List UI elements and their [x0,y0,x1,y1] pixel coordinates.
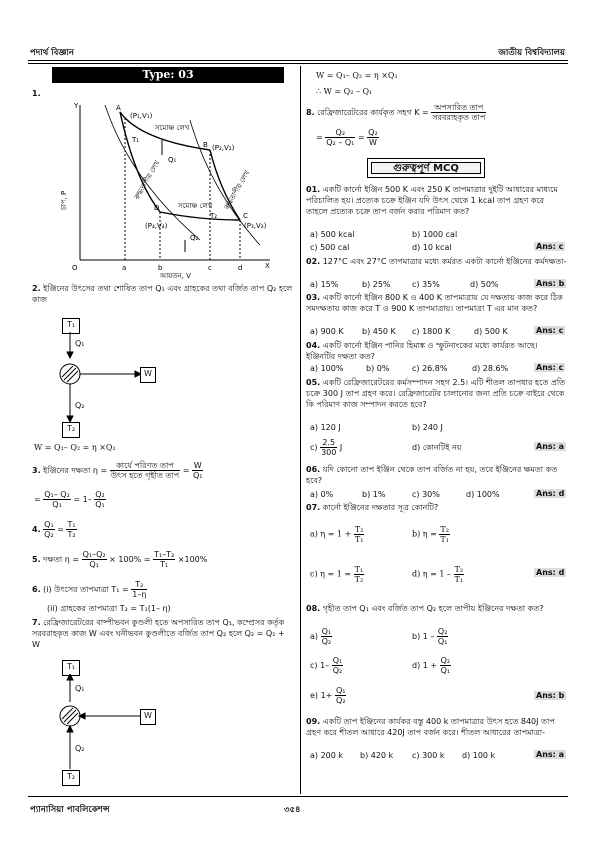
mcq-01-opt-b: b) 1000 cal [412,230,458,239]
d2-q1-label: Q₁ [75,684,85,693]
mcq-02-opt-a: a) 15% [310,280,339,289]
q3b-block: = $\frac{\text{Q₁– Q₂}}{\text{Q₁}}$ = 1– $\frac{\text{Q₂}}{\text{Q₁}}$ [34,490,105,509]
mcq-07-question: 07. কার্নো ইঞ্জিনের দক্ষতার সূত্র কোনটি? [306,503,439,512]
mcq-heading-box [367,158,485,178]
label-X: X [265,262,270,270]
label-Q1: Q₁ [168,156,177,164]
mcq-03-opt-b: b) 450 K [362,327,396,336]
mcq-03-opt-d: d) 500 K [474,327,508,336]
column-separator [300,66,301,794]
mcq-02-opt-d: d) 50% [470,280,499,289]
mcq-06-question: 06. যদি কোনো তাপ ইঞ্জিন থেকে তাপ বর্জিত না হয়, তবে ইঞ্জিনের ক্ষমতা কত হবে? [306,465,558,485]
mcq-05-opt-b: b) 240 J [412,423,443,432]
subject-header: পদার্থ বিজ্ঞান [30,48,75,58]
mcq-06-opt-d: d) 100% [466,490,500,499]
mcq-03-opt-c: c) 1800 K [412,327,451,336]
label-T1: T₁ [132,136,140,144]
mcq-09-question: 09. একটি তাপ ইঞ্জিনের কার্যকর বস্তু 400 k তাপমাত্রার উৎস হতে 840J তাপ গ্রহণ করে শীতল আধারে 420J তাপ বর্জন করে। শীতল আধারের তাপমাত্রা- [306,717,555,737]
q3-block: 3. ইঞ্জিনের দক্ষতা η = $\frac{\text{কার্যে পরিণত তাপ}}{\text{উৎস হতে গৃহীত তাপ}}$ = $\frac{W}{\text{Q₁}}$ [32,461,203,480]
q4-block: 4. $\frac{\text{Q₁}}{\text{Q₂}}$ = $\frac{\text{T₁}}{\text{T₂}}$ [32,520,76,539]
label-O: O [72,264,78,272]
q8-block: 8. রেফ্রিজারেটরের কার্যকৃত সহগ K = $\frac{\text{অপসারিত তাপ}}{\text{সরবরাহকৃত তাপ}}$ [306,103,486,122]
mcq-07-opt-a: a) η = 1 + $\frac{\text{T₂}}{\text{T₁}}$ [310,525,364,544]
mcq-08-opt-d: d) 1 + $\frac{\text{Q₂}}{\text{Q₁}}$ [412,656,451,675]
d1-q2-label: Q₂ [75,401,85,410]
q5-block: 5. দক্ষতা η = $\frac{\text{Q₁–Q₂}}{\text{Q₁}}$ × 100% = $\frac{\text{T₁–T₂}}{\text{T₁}}$ ×100% [32,550,208,569]
label-Q2: Q₂ [190,234,199,242]
mcq-06-opt-c: c) 30% [412,490,440,499]
mcq-01-opt-d: d) 10 kcal [412,243,452,252]
mcq-03-opt-a: a) 900 K [310,327,344,336]
mcq-05-answer: Ans: a [536,442,565,451]
header-rule [28,60,568,61]
mcq-08-opt-a: a) $\frac{\text{Q₁}}{\text{Q₂}}$ [310,627,332,646]
mcq-04-opt-b: b) 0% [366,364,390,373]
mcq-06-answer: Ans: d [536,489,565,498]
header-rule-thin [28,63,568,64]
q6-block: 6. (i) উৎসের তাপমাত্রা T₁ = $\frac{\text{T₂}}{1-\eta}$ [32,580,147,599]
left-eq-w: W = Q₁– Q₂ = η ×Q₁ [34,443,116,452]
label-p2v2: (P₂,V₂) [212,144,235,152]
label-adiabatic-right: রুদ্ধতাপীয় লেখ [222,169,252,211]
label-a: a [122,264,127,272]
right-eq-2: ∴ W = Q₂ – Q₁ [316,87,373,96]
y-axis-label: চাপ, P [60,190,68,210]
d2-w-box: W [140,709,156,725]
q7-block: 7. রেফ্রিজারেটরের বাষ্পীভবন কুণ্ডলী হতে অপসারিত তাপ Q₁, কম্প্রেসর কর্তৃক সরবরাহকৃত কাজ W এবং ঘনীভবন কুণ্ডলীতে বর্জিত তাপ Q₂ হলে Q₂ = Q₁ + W [32,618,285,649]
mcq-06-opt-a: a) 0% [310,490,334,499]
mcq-02-opt-b: b) 25% [362,280,391,289]
mcq-05-question: 05. একটি রেফ্রিজারেটরের কর্মসম্পাদন সহগ 2.5। এটি শীতল তাপধার হতে প্রতি চক্রে 300 J তাপ গ্রহণ করে। রেফ্রিজারেটর চালানোর জন্য প্রতি চক্রে বাইরে থেকে কি পরিমাণ কাজ সম্পাদন করতে হবে? [306,378,566,409]
label-c: c [208,264,212,272]
label-Y: Y [74,102,79,110]
q2-block: 2. ইঞ্জিনের উৎসের তথা শোষিত তাপ Q₁ এবং গ্রাহকের তথা বর্জিত তাপ Q₂ হলে কাজ [32,284,293,304]
mcq-08-opt-e: e) 1+ $\frac{\text{Q₁}}{\text{Q₂}}$ [310,686,346,705]
mcq-04-opt-c: c) 26.8% [412,364,448,373]
right-eq-1: W = Q₁– Q₂ = η ×Q₁ [316,71,398,80]
footer-rule [28,796,568,797]
label-C: C [243,212,248,220]
mcq-09-opt-b: b) 420 k [360,751,394,760]
label-D: D [154,204,160,212]
mcq-09-opt-a: a) 200 k [310,751,344,760]
label-iso-bottom: সমোষ্ণ লেখ [178,202,213,210]
d2-q2-label: Q₂ [75,744,85,753]
d2-t1-box: T₁ [62,660,80,676]
mcq-05-opt-d: d) কোনটিই নয় [412,443,462,452]
mcq-02-opt-c: c) 35% [412,280,440,289]
page-number: ৩৫৪ [284,805,301,815]
mcq-01-answer: Ans: c [536,242,564,251]
x-axis-label: আয়তন, V [160,272,191,280]
q1-number: 1. [32,89,41,98]
mcq-07-answer: Ans: d [536,568,565,577]
mcq-heading: গুরুত্বপূর্ণ MCQ [371,162,481,174]
carnot-pv-diagram [60,100,280,280]
label-iso-top: সমোষ্ণ লেখ [155,124,190,132]
label-p4v4: (P₄,V₄) [145,222,168,230]
mcq-04-opt-d: d) 28.6% [472,364,509,373]
mcq-07-opt-d: d) η = 1 – $\frac{\text{T₂}}{\text{T₁}}$ [412,565,464,584]
mcq-02-question: 02. 127°C এবং 27°C তাপমাত্রার মধ্যে কর্মরত একটা কার্নো ইঞ্জিনের কর্মদক্ষতা- [306,257,567,266]
label-p3v3: (P₃,V₃) [244,222,267,230]
d1-t1-box: T₁ [62,318,80,334]
mcq-08-question: 08. গৃহীত তাপ Q₁ এবং বর্জিত তাপ Q₂ হলে তাপীয় ইঞ্জিনের দক্ষতা কত? [306,604,544,613]
mcq-08-opt-b: b) 1 – $\frac{\text{Q₂}}{\text{Q₁}}$ [412,627,448,646]
mcq-09-answer: Ans: a [536,750,565,759]
mcq-08-opt-c: c) 1– $\frac{\text{Q₁}}{\text{Q₂}}$ [310,656,343,675]
mcq-06-opt-b: b) 1% [362,490,386,499]
mcq-01-question: 01. একটি কার্নো ইঞ্জিন 500 K এবং 250 K তাপমাত্রার দুইটি আধারের মাধ্যমে পরিচালিত হয়। প্রত্যেক চক্রে ইঞ্জিন যদি উৎস থেকে 1 kcal তাপ গ্রহণ করে তাহলে প্রত্যেক চক্রে তাপ বর্জন করার পরিমাণ কত? [306,185,558,216]
mcq-04-question: 04. একটি কার্নো ইঞ্জিন পানির হিমাঙ্ক ও স্ফুটনাংকের মধ্যে কার্যরত আছে। ইঞ্জিনটির দক্ষতা কত? [306,341,538,361]
mcq-04-opt-a: a) 100% [310,364,344,373]
d1-w-box: W [140,367,156,383]
label-b: b [158,264,163,272]
mcq-09-opt-c: c) 300 k [412,751,445,760]
label-adiabatic-left: রুদ্ধতাপীয় লেখ [132,159,162,201]
mcq-04-answer: Ans: c [536,363,564,372]
mcq-07-opt-b: b) η = $\frac{\text{T₂}}{\text{T₁}}$ [412,525,449,544]
mcq-02-answer: Ans: b [536,279,565,288]
d1-t2-box: T₂ [62,422,80,438]
mcq-05-opt-a: a) 120 J [310,423,341,432]
type-title: Type: 03 [52,67,284,83]
mcq-08-answer: Ans: b [536,691,565,700]
label-d: d [238,264,243,272]
mcq-03-answer: Ans: c [536,326,564,335]
d1-q1-label: Q₁ [75,339,85,348]
label-A: A [116,104,121,112]
mcq-01-opt-c: c) 500 cal [310,243,350,252]
mcq-07-opt-c: c) η = 1 = $\frac{\text{T₁}}{\text{T₂}}$ [310,565,364,584]
mcq-01-opt-a: a) 500 kcal [310,230,355,239]
d2-t2-box: T₂ [62,770,80,786]
q6b-line: (ii) গ্রাহকের তাপমাত্রা T₂ = T₁(1– η) [47,604,171,613]
label-p1v1: (P₁,V₁) [130,112,153,120]
label-B: B [203,141,208,149]
q8b-block: = $\frac{\text{Q₂}}{\text{Q₂ – Q₁}}$ = $\frac{\text{Q₂}}{W}$ [316,128,378,147]
publisher-footer: প্যানাসিয়া পাবলিকেশন্স [30,805,110,815]
mcq-09-opt-d: d) 100 k [462,751,496,760]
label-T2: T₂ [210,212,218,220]
mcq-05-opt-c: c) $\frac{2.5}{300}$ J [310,438,343,457]
university-header: জাতীয় বিশ্ববিদ্যালয় [498,48,565,58]
mcq-03-question: 03. একটি কার্নো ইঞ্জিন 800 K ও 400 K তাপমাত্রায় যে দক্ষতায় কাজ করে ঠিক সমদক্ষতায় কাজ করে T ও 900 K তাপমাত্রায়। তাপমাত্রা T এর মান কত? [306,293,563,313]
